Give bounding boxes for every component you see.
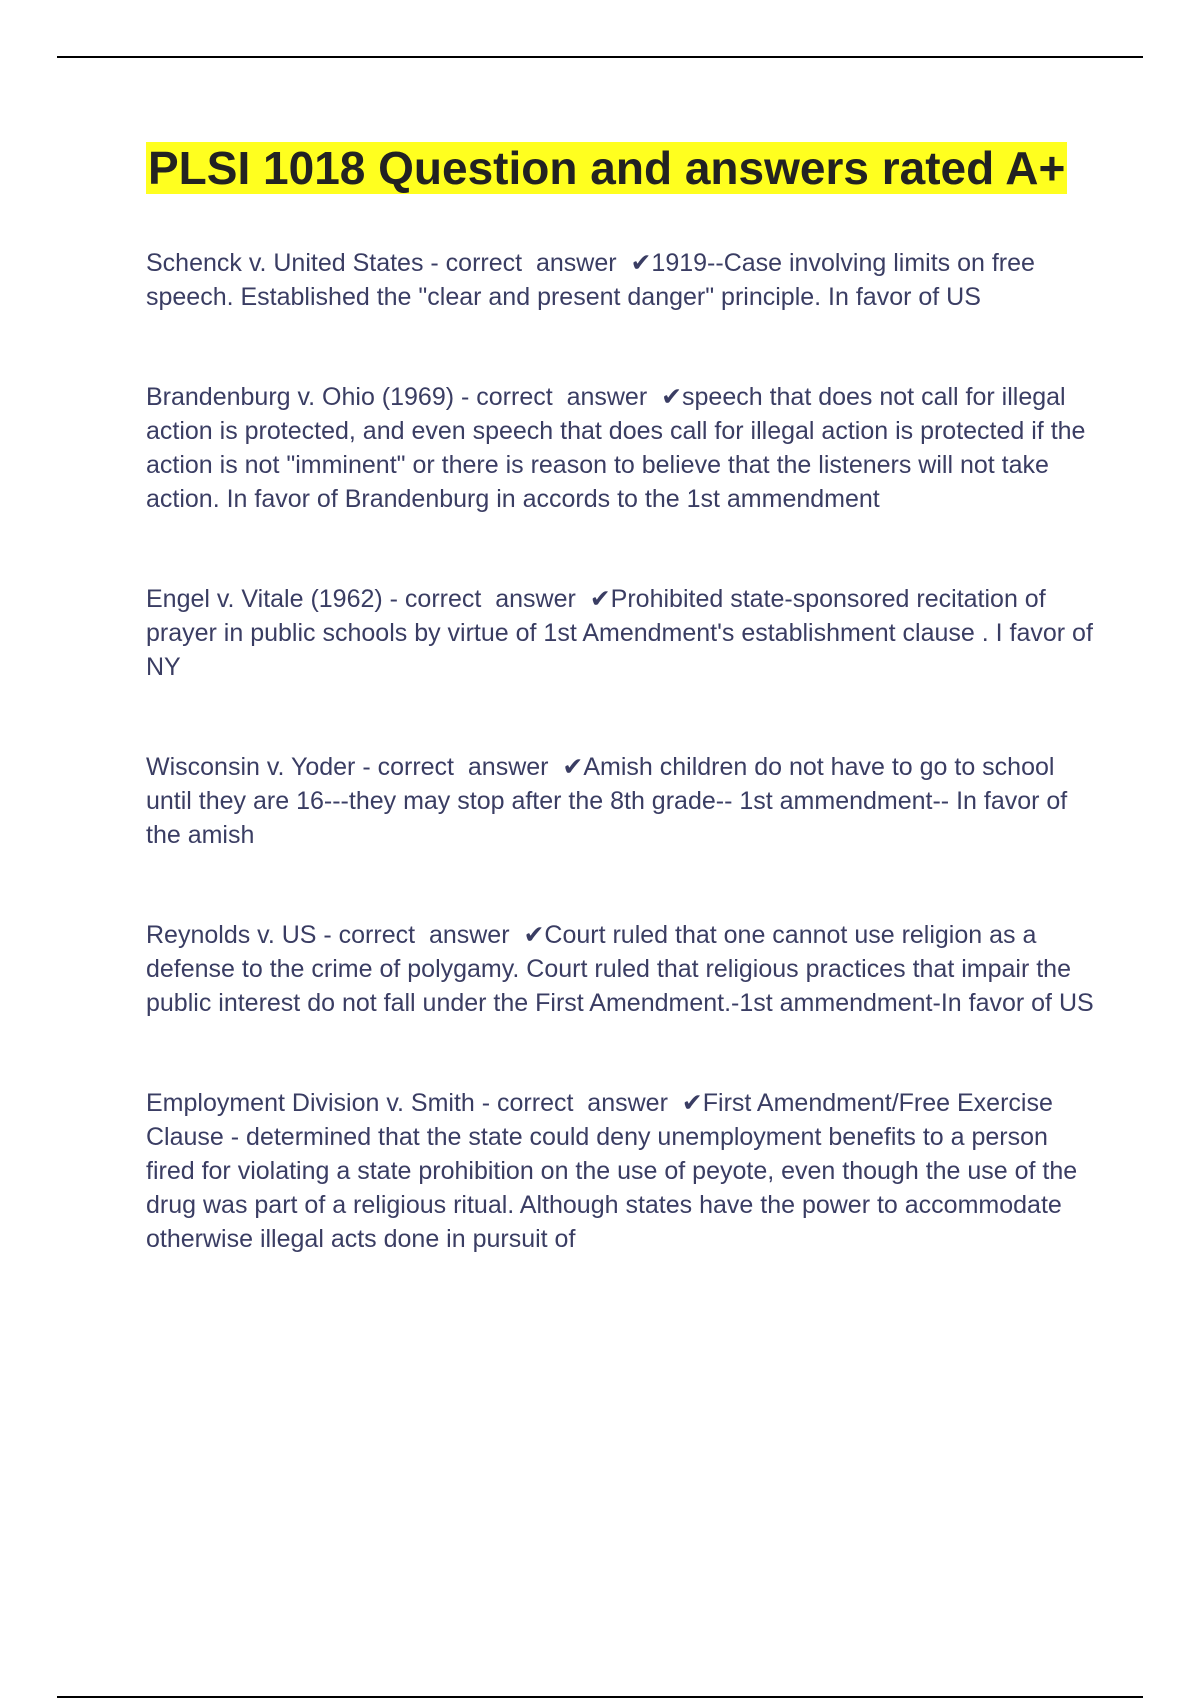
question-term: Brandenburg v. Ohio (1969): [146, 383, 455, 411]
answer-separator: - correct answer: [423, 249, 631, 277]
checkmark-icon: ✔: [661, 383, 683, 411]
answer-separator: - correct answer: [316, 921, 524, 949]
question-term: Employment Division v. Smith: [146, 1089, 475, 1117]
checkmark-icon: ✔: [630, 249, 652, 277]
list-item: [146, 1086, 1096, 1256]
answer-separator: - correct answer: [382, 585, 590, 613]
answer-text: First Amendment/Free Exercise Clause - determined that the state could deny unemployment benefits to a person fired for violating a state prohibition on the use of peyote, even though the use of the drug was part of a religious ritual. Although states have the power to accommodate otherwise illegal acts done in pursuit of: [146, 1089, 1078, 1253]
question-term: Reynolds v. US: [146, 921, 317, 949]
answer-separator: - correct answer: [454, 383, 662, 411]
checkmark-icon: ✔: [589, 585, 611, 613]
list-item: [146, 582, 1096, 684]
answer-text: Court ruled that one cannot use religion as a defense to the crime of polygamy. Court ruled that religious practices that impair the public interest do not fall under the First Amendment.-1st ammendment-In favor of US: [146, 921, 1094, 1017]
question-term: Wisconsin v. Yoder: [146, 753, 356, 781]
checkmark-icon: ✔: [562, 753, 584, 781]
qa-list: [146, 246, 1096, 1256]
answer-text: speech that does not call for illegal action is protected, and even speech that does call for illegal action is protected if the action is not "imminent" or there is reason to believe that the listeners will not take action. In favor of Brandenburg in accords to the 1st ammendment: [146, 383, 1086, 513]
list-item: [146, 380, 1096, 516]
answer-text: Prohibited state-sponsored recitation of prayer in public schools by virtue of 1st Amendment's establishment clause . I favor of NY: [146, 585, 1093, 681]
document-title: [146, 140, 1096, 197]
question-term: Engel v. Vitale (1962): [146, 585, 383, 613]
answer-separator: - correct answer: [355, 753, 563, 781]
answer-text: 1919--Case involving limits on free speech. Established the "clear and present danger" principle. In favor of US: [146, 249, 1035, 311]
list-item: [146, 246, 1096, 314]
answer-separator: - correct answer: [474, 1089, 682, 1117]
checkmark-icon: ✔: [681, 1089, 703, 1117]
checkmark-icon: ✔: [523, 921, 545, 949]
answer-text: Amish children do not have to go to school until they are 16---they may stop after the 8th grade-- 1st ammendment-- In favor of the amish: [146, 753, 1068, 849]
title-highlight: PLSI 1018 Question and answers rated A+: [148, 142, 1066, 194]
document-body: [146, 140, 1096, 1322]
header-rule: [57, 56, 1143, 58]
list-item: [146, 918, 1096, 1020]
list-item: [146, 750, 1096, 852]
question-term: Schenck v. United States: [146, 249, 424, 277]
footer-rule: [57, 1696, 1143, 1698]
